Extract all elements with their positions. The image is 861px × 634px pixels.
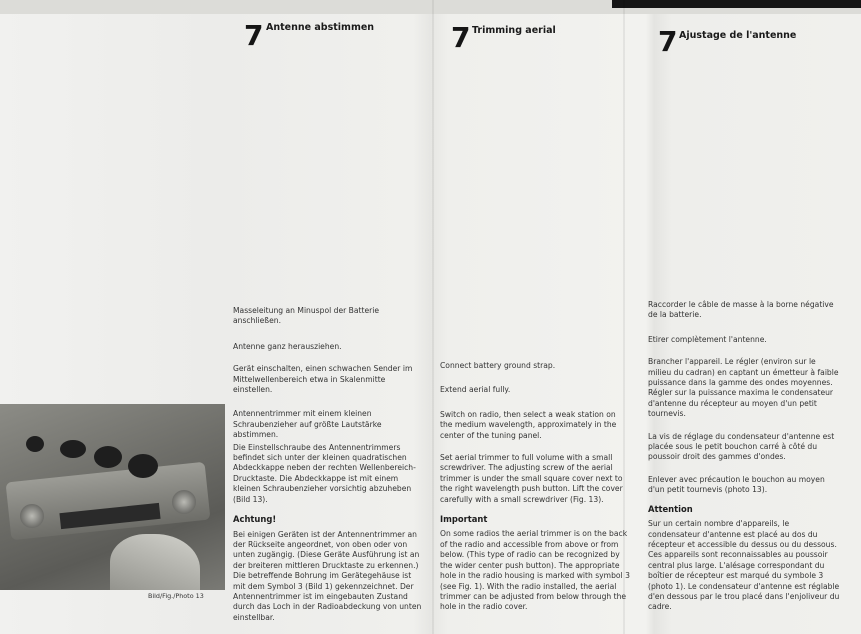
paragraph: Connect battery ground strap.	[440, 361, 556, 370]
paragraph: Gerät einschalten, einen schwachen Sender im Mittelwellenbereich etwa in Skalenmitte einstellen.	[233, 364, 413, 395]
section-number-fr: 7	[658, 25, 678, 58]
section-title-de: Antenne abstimmen	[266, 22, 375, 33]
section-number-de: 7	[244, 19, 264, 52]
paragraph: Bei einigen Geräten ist der Antennentrimmer an der Rückseite angeordnet, von oben oder von unten zugängig. (Diese Geräte Ausführung ist an der breiteren mittleren Drucktaste zu erkennen.) Die betreffende Bohrung im Gerätegehäuse ist mit dem Symbol 3 (Bild 1) gekennzeichnet. Der Antennentrimmer ist im eingebauten Zustand durch das Loch in der Radioabdeckung von unten einstellbar.	[233, 529, 422, 622]
section-heading: Attention	[648, 503, 693, 514]
photo-dashboard-dial	[60, 440, 86, 458]
paragraph: Brancher l'appareil. Le régler (environ sur le milieu du cadran) en captant un émetteur à faible puissance dans la gamme des ondes moyennes. Régler sur la puissance maxima le condensateur d'antenne du récepteur au moyen d'un petit tournevis.	[648, 357, 839, 419]
column-en	[440, 361, 630, 622]
section-heading: Important	[440, 514, 488, 525]
paragraph: Antennentrimmer mit einem kleinen Schraubenzieher auf größte Lautstärke abstimmen.	[233, 409, 382, 440]
paragraph: Switch on radio, then select a weak station on the medium wavelength, approximately in the center of the tuning panel.	[440, 409, 617, 440]
page-fold-left	[432, 0, 434, 634]
section-heading: Achtung!	[233, 514, 277, 525]
paragraph: Die Einstellschraube des Antennentrimmers befindet sich unter der kleinen quadratischen Abdeckkappe neben der rechten Wellenbereich-Drucktaste. Die Abdeckkappe ist mit einem kleinen Schraubenzieher vorsichtig abzuheben (Bild 13).	[233, 442, 416, 504]
photo-caption: Bild/Fig./Photo 13	[148, 592, 204, 600]
photo-dashboard-dial	[94, 446, 122, 468]
paragraph: Extend aerial fully.	[440, 385, 511, 395]
column-de	[233, 306, 426, 632]
paragraph: Sur un certain nombre d'appareils, le condensateur d'antenne est placé au dos du récepteur et accessible du dessus ou du dessous. Ces appareils sont reconnaissables au poussoir central plus large. L'alésage correspondant du boîtier de récepteur est marqué du symbole 3 (photo 1). Le condensateur d'antenne est réglable d'en dessous par le trou placé dans l'enjoliveur du cadre.	[648, 519, 840, 612]
paragraph: On some radios the aerial trimmer is on the back of the radio and accessible from above or from below. (This type of radio can be recognized by the wider center push button). The appropriate hole in the radio housing is marked with symbol 3 (see Fig. 1). With the radio installed, the aerial trimmer can be adjusted from below through the hole in the radio cover.	[440, 529, 630, 612]
paragraph: Masseleitung an Minuspol der Batterie anschließen.	[233, 306, 380, 326]
section-title-fr: Ajustage de l'antenne	[679, 30, 797, 41]
paragraph: Raccorder le câble de masse à la borne négative de la batterie.	[648, 300, 834, 320]
paragraph: Enlever avec précaution le bouchon au moyen d'un petit tournevis (photo 13).	[648, 474, 825, 495]
column-fr	[648, 300, 841, 622]
photo-13-radio-dashboard	[0, 404, 225, 590]
photo-radio-knob	[172, 490, 196, 514]
section-title-en: Trimming aerial	[472, 25, 556, 36]
paragraph: Set aerial trimmer to full volume with a small screwdriver. The adjusting screw of the aerial trimmer is under the small square cover next to the right wavelength push button. Lift the cover carefully with a small screwdriver (Fig. 13).	[440, 453, 623, 504]
paragraph: Etirer complètement l'antenne.	[648, 334, 767, 344]
paragraph: Antenne ganz herausziehen.	[233, 341, 342, 351]
photo-radio-knob	[20, 504, 44, 528]
photo-dashboard-dial	[128, 454, 158, 478]
photo-hand-screwdriver	[110, 534, 200, 590]
photo-dashboard-dial	[26, 436, 44, 452]
top-band-dark	[612, 0, 861, 8]
paragraph: La vis de réglage du condensateur d'antenne est placée sous le petit bouchon carré à côté du poussoir droit des gammes d'ondes.	[648, 431, 835, 462]
section-number-en: 7	[451, 21, 471, 54]
